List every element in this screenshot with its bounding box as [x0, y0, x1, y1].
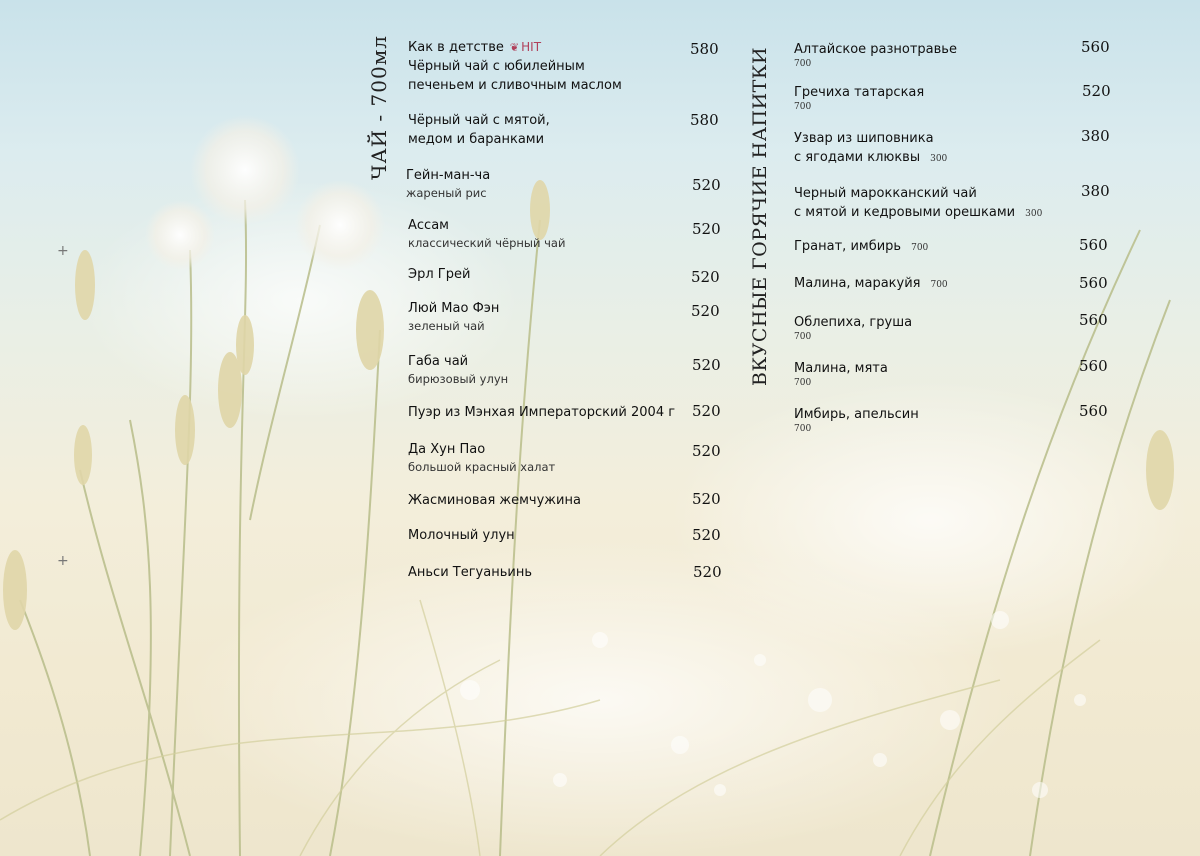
item-name: Чёрный чай с мятой,	[408, 113, 550, 128]
item-price: 380	[1081, 127, 1110, 145]
item-name: Пуэр из Мэнхая Императорский 2004 г	[408, 405, 676, 420]
menu-item	[794, 405, 919, 434]
leaf-icon: ❦	[509, 41, 520, 54]
item-name: Алтайское разнотравье	[794, 42, 957, 57]
menu-item	[794, 237, 928, 258]
menu-item	[408, 352, 508, 387]
item-price: 520	[692, 442, 721, 460]
item-volume: 700	[794, 102, 812, 112]
item-volume: 300	[930, 154, 948, 164]
crop-mark: +	[57, 553, 69, 569]
item-name: Узвар из шиповника	[794, 131, 934, 146]
item-name: Малина, мята	[794, 361, 888, 376]
item-price: 580	[690, 111, 719, 129]
item-name: Малина, маракуйя	[794, 276, 921, 291]
item-name: Ассам	[408, 218, 449, 233]
item-price: 520	[1082, 82, 1111, 100]
item-price: 520	[692, 220, 721, 238]
item-price: 520	[692, 490, 721, 508]
item-price: 520	[691, 268, 720, 286]
item-price: 520	[691, 302, 720, 320]
item-price: 380	[1081, 182, 1110, 200]
menu-item	[408, 563, 532, 582]
item-price: 560	[1079, 236, 1108, 254]
item-price: 560	[1079, 311, 1108, 329]
item-subtitle: зеленый чай	[408, 319, 485, 333]
item-name: Гранат, имбирь	[794, 239, 902, 254]
item-description-line: Чёрный чай с юбилейным	[408, 59, 585, 74]
item-volume: 700	[794, 424, 812, 434]
item-price: 560	[1079, 274, 1108, 292]
item-price: 520	[693, 563, 722, 581]
item-subtitle: большой красный халат	[408, 460, 556, 474]
item-name: Гречиха татарская	[794, 85, 925, 100]
item-volume: 700	[794, 332, 812, 342]
menu-item	[794, 129, 947, 169]
menu-item	[406, 166, 490, 201]
item-name: Как в детстве	[408, 40, 504, 55]
item-name: Облепиха, груша	[794, 315, 913, 330]
item-price: 520	[692, 356, 721, 374]
item-price: 520	[692, 176, 721, 194]
hit-badge: ❦ HIT	[509, 40, 542, 54]
item-subtitle: бирюзовый улун	[408, 372, 509, 386]
menu-item	[794, 313, 912, 342]
item-volume: 300	[1025, 209, 1043, 219]
menu-item	[794, 83, 924, 112]
menu-item	[794, 359, 888, 388]
item-description-line: печеньем и сливочным маслом	[408, 78, 622, 93]
item-name: Аньси Тегуаньинь	[408, 565, 532, 580]
tea-section-title: ЧАЙ - 700мл	[367, 35, 391, 180]
menu-item	[794, 274, 948, 295]
item-name: Черный марокканский чай	[794, 186, 977, 201]
menu-item	[408, 265, 470, 284]
menu-item	[408, 111, 550, 149]
item-volume: 700	[794, 378, 812, 388]
item-price: 560	[1079, 357, 1108, 375]
menu-item-kak-v-detstve	[408, 38, 622, 95]
item-name: Габа чай	[408, 354, 469, 369]
crop-mark: +	[57, 243, 69, 259]
item-volume: 700	[794, 59, 812, 69]
item-name: Жасминовая жемчужина	[408, 493, 581, 508]
item-volume: 700	[911, 243, 929, 253]
item-name: с мятой и кедровыми орешками	[794, 205, 1016, 220]
item-name: с ягодами клюквы	[794, 150, 921, 165]
item-price: 580	[690, 40, 719, 58]
menu-item	[794, 40, 957, 69]
item-price: 520	[692, 402, 721, 420]
menu-item	[408, 403, 675, 422]
item-name: Гейн-ман-ча	[406, 168, 491, 183]
item-name: Молочный улун	[408, 528, 515, 543]
item-name: Люй Мао Фэн	[408, 301, 500, 316]
item-name: Да Хун Пао	[408, 442, 486, 457]
item-price: 520	[692, 526, 721, 544]
menu-item	[408, 299, 499, 334]
menu-item	[794, 184, 1042, 224]
item-subtitle: жареный рис	[406, 186, 487, 200]
menu-item	[408, 491, 581, 510]
item-subtitle: классический чёрный чай	[408, 236, 566, 250]
menu-item	[408, 526, 515, 545]
item-volume: 700	[930, 280, 948, 290]
item-name: Эрл Грей	[408, 267, 471, 282]
menu-item	[408, 216, 565, 251]
item-price: 560	[1081, 38, 1110, 56]
hot-drinks-section-title: ВКУСНЫЕ ГОРЯЧИЕ НАПИТКИ	[749, 46, 771, 386]
menu-item	[408, 440, 555, 475]
item-name: медом и баранками	[408, 132, 545, 147]
item-name: Имбирь, апельсин	[794, 407, 919, 422]
item-price: 560	[1079, 402, 1108, 420]
